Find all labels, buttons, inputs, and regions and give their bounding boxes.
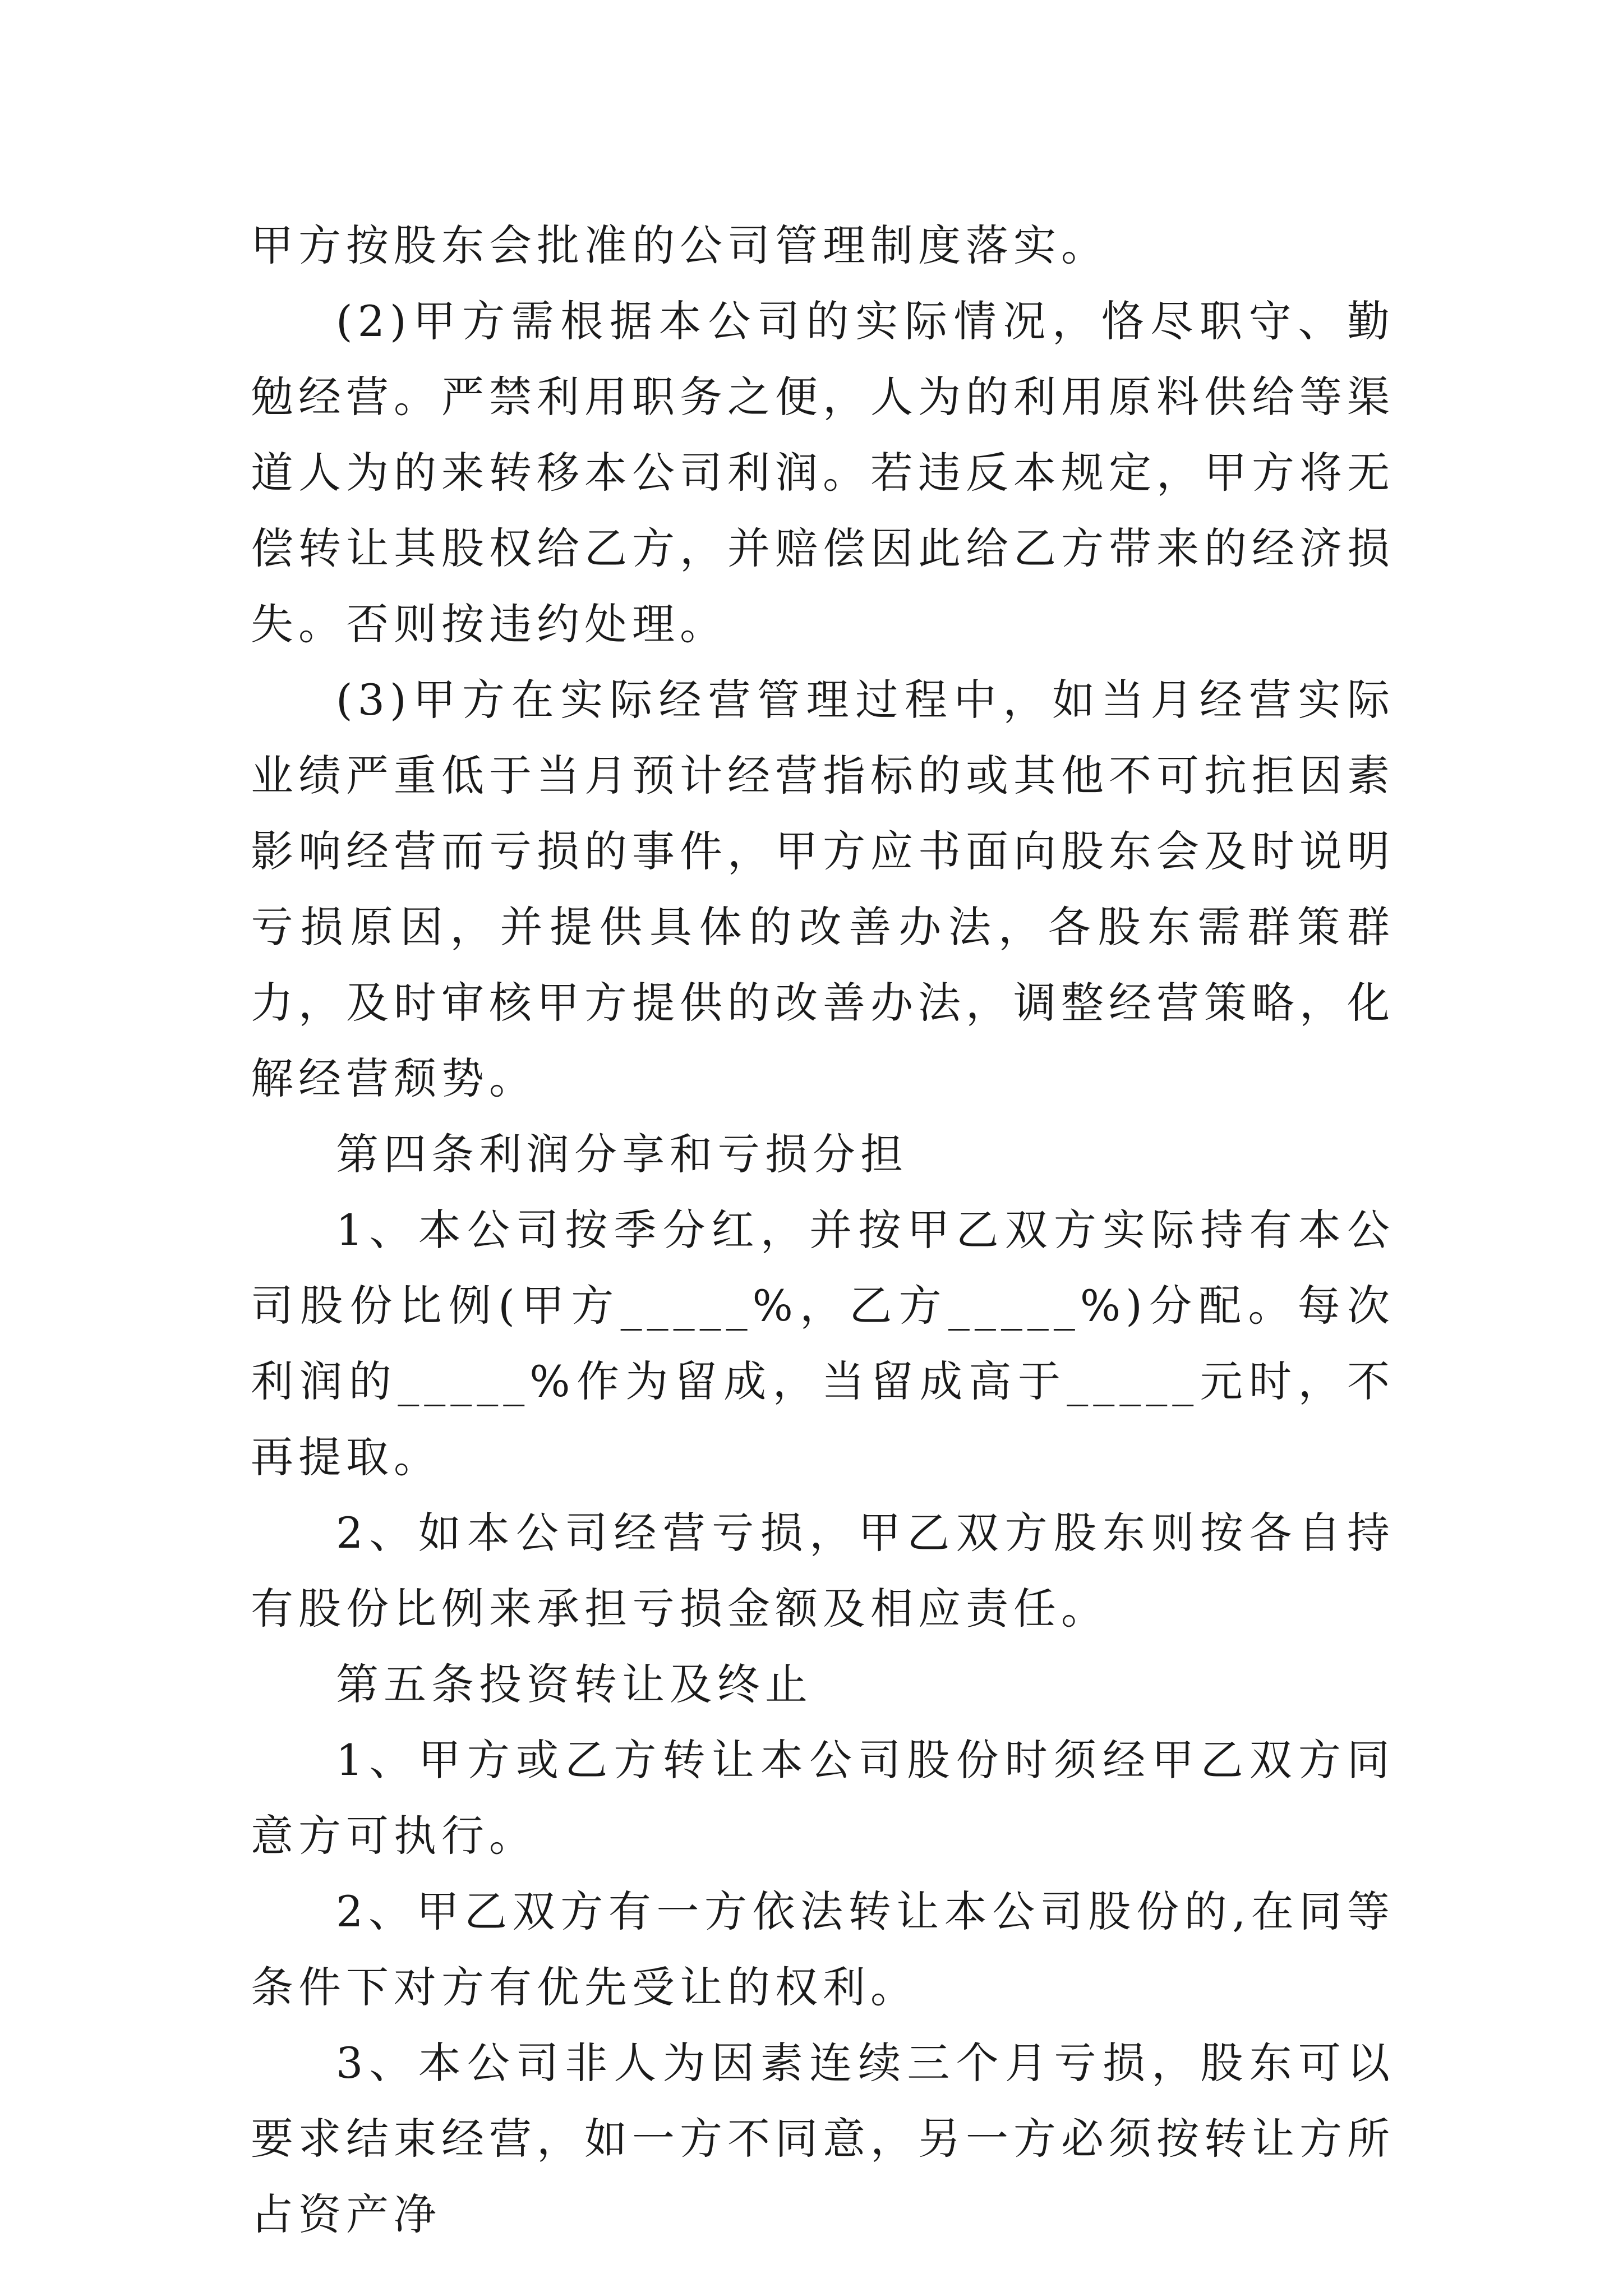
paragraph-1: 甲方按股东会批准的公司管理制度落实。 <box>251 220 1109 270</box>
document-body <box>251 208 1395 2252</box>
paragraph-9: 2、甲乙双方有一方依法转让本公司股份的,在同等条件下对方有优先受让的权利。 <box>251 1887 1395 2012</box>
paragraph-3: (3)甲方在实际经营管理过程中，如当月经营实际业绩严重低于当月预计经营指标的或其他不可抗拒因素影响经营而亏损的事件，甲方应书面向股东会及时说明亏损原因，并提供具体的改善办法，各股东需群策群力，及时审核甲方提供的改善办法，调整经营策略，化解经营颓势。 <box>251 675 1395 1103</box>
section-heading-4: 第四条利润分享和亏损分担 <box>336 1129 908 1179</box>
paragraph-5: 1、本公司按季分红，并按甲乙双方实际持有本公司股份比例(甲方_____%，乙方_____%)分配。每次利润的_____%作为留成，当留成高于_____元时，不再提取。 <box>251 1205 1395 1482</box>
paragraph-10: 3、本公司非人为因素连续三个月亏损，股东可以要求结束经营，如一方不同意，另一方必须按转让方所占资产净 <box>251 2038 1395 2239</box>
paragraph-8: 1、甲方或乙方转让本公司股份时须经甲乙双方同意方可执行。 <box>251 1735 1395 1861</box>
paragraph-6: 2、如本公司经营亏损，甲乙双方股东则按各自持有股份比例来承担亏损金额及相应责任。 <box>251 1508 1395 1634</box>
section-heading-5: 第五条投资转让及终止 <box>336 1659 813 1709</box>
paragraph-2: (2)甲方需根据本公司的实际情况，恪尽职守、勤勉经营。严禁利用职务之便，人为的利用原料供给等渠道人为的来转移本公司利润。若违反本规定，甲方将无偿转让其股权给乙方，并赔偿因此给乙方带来的经济损失。否则按违约处理。 <box>251 296 1395 649</box>
